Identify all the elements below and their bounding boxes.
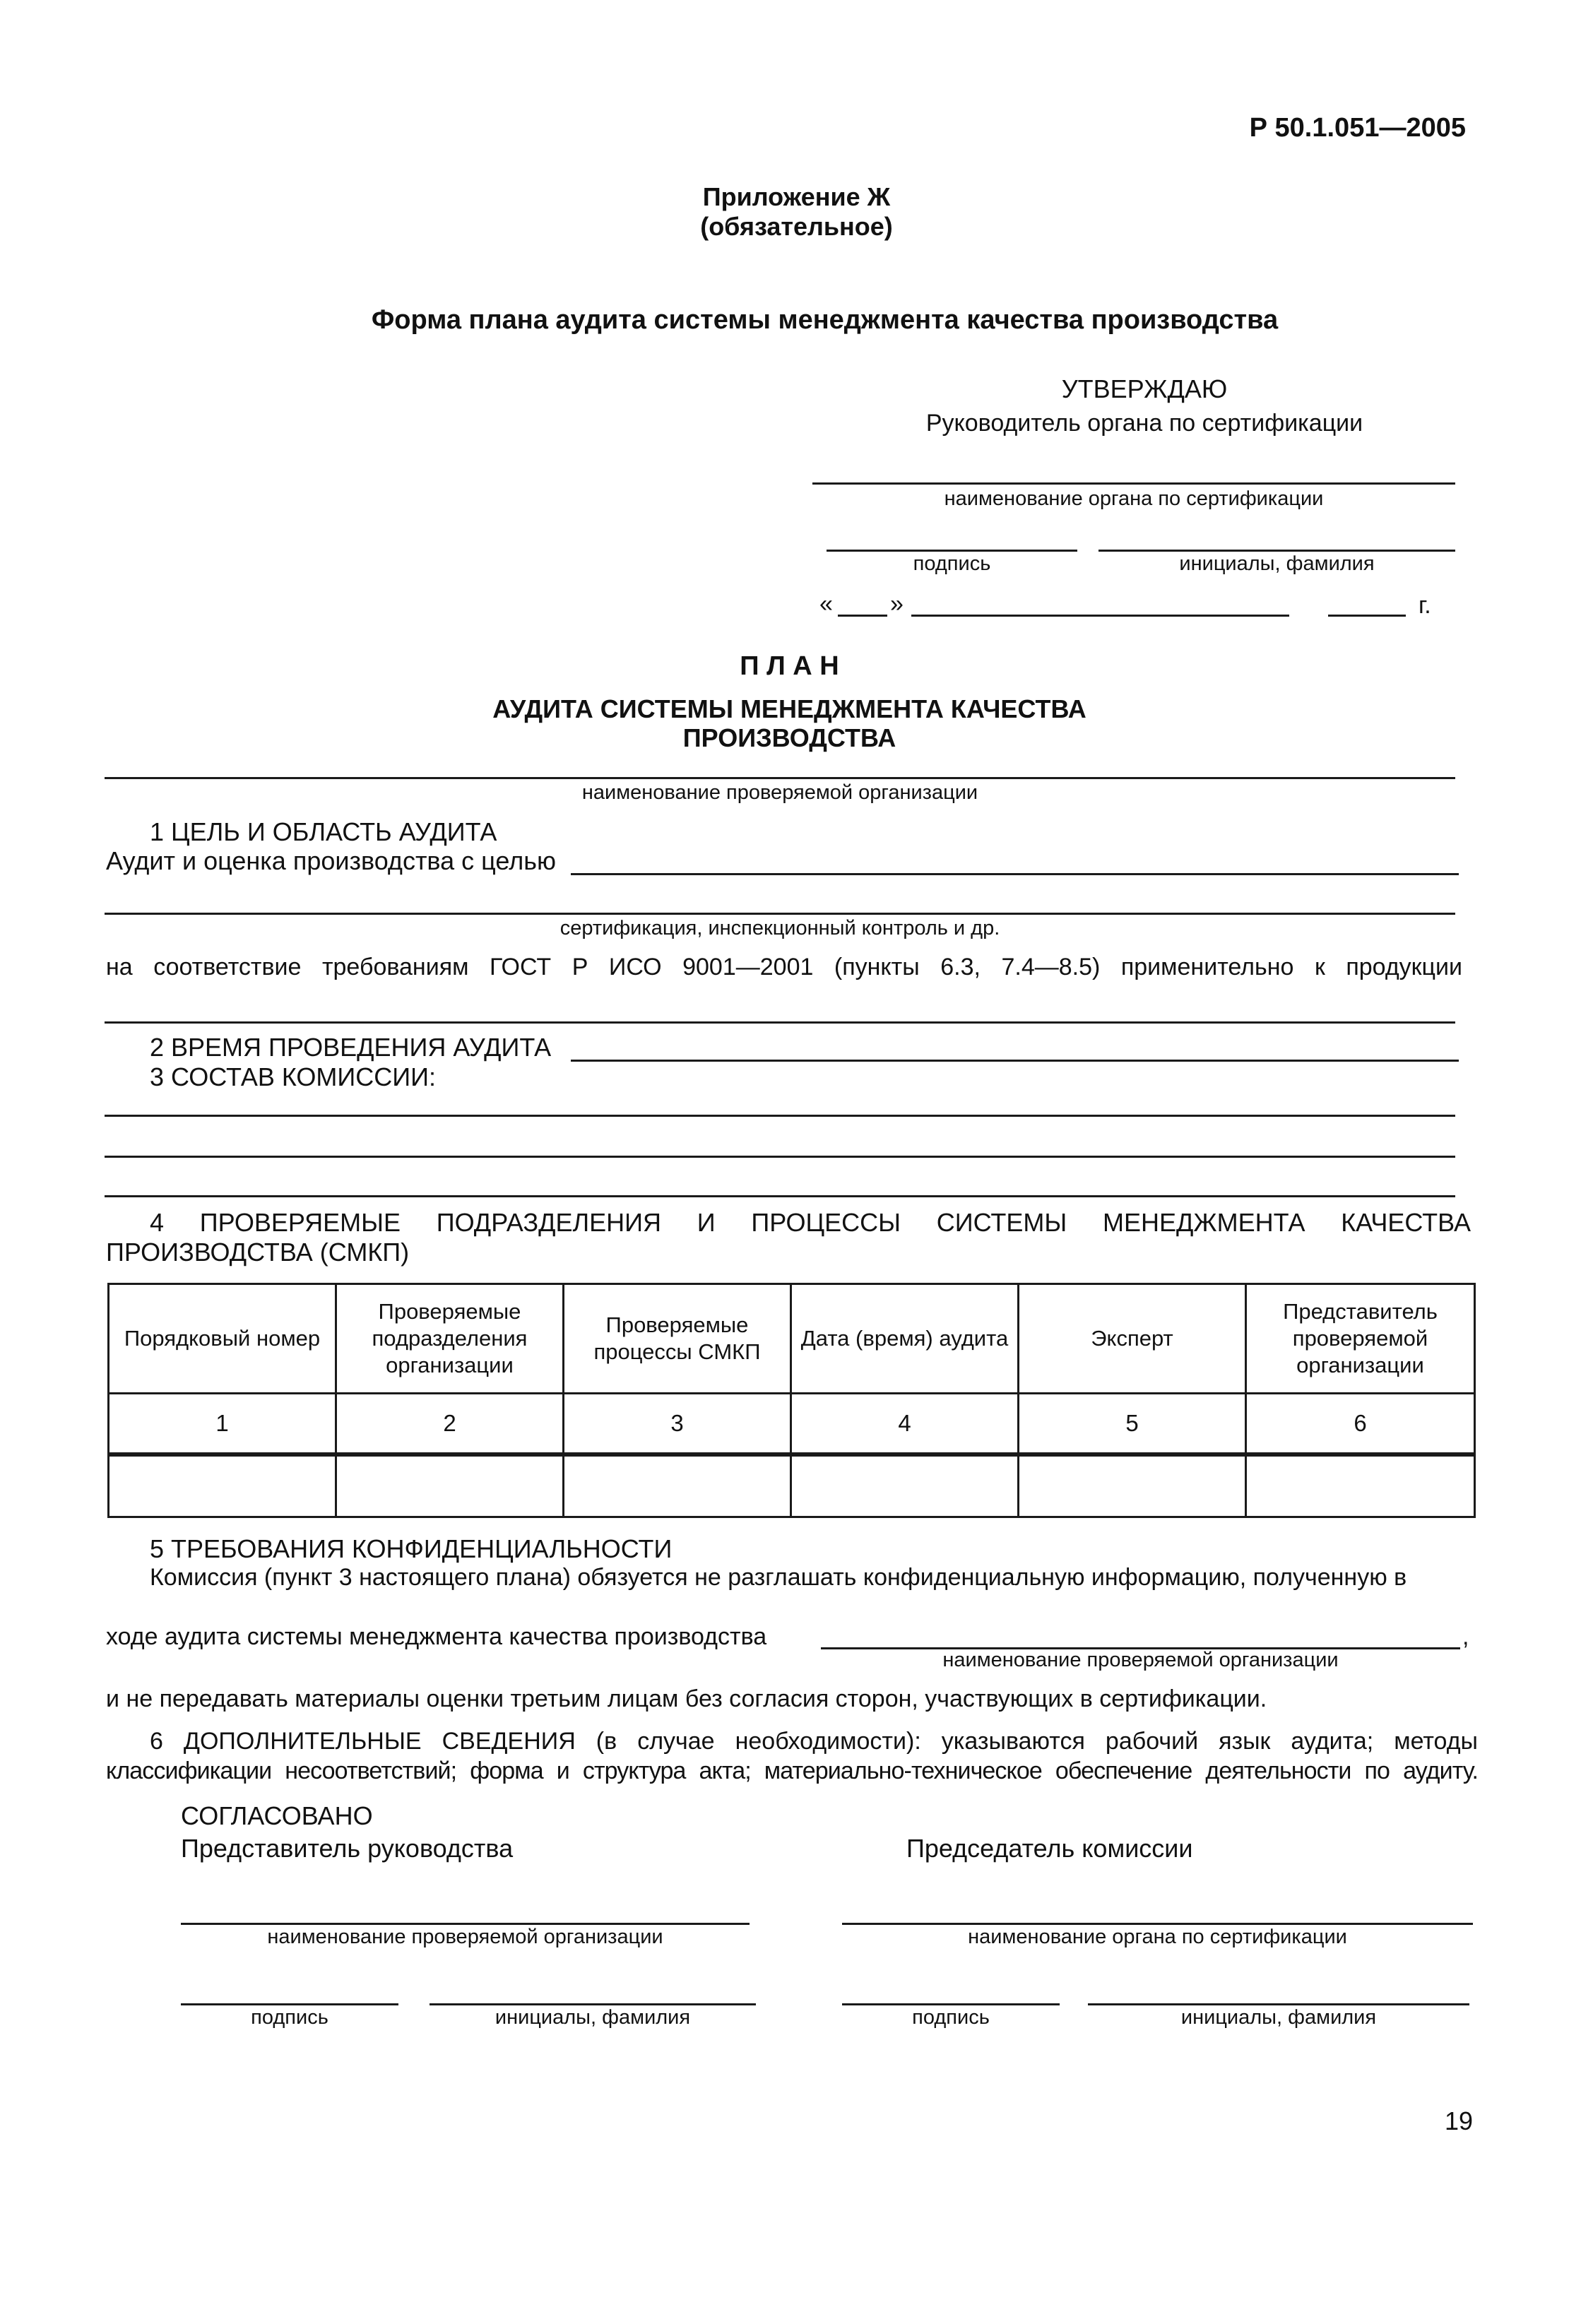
- audit-purpose-field-2[interactable]: [105, 913, 1455, 915]
- section1-heading: 1 ЦЕЛЬ И ОБЛАСТЬ АУДИТА: [150, 817, 497, 846]
- header-cell: Порядковый номер: [109, 1284, 336, 1394]
- right-organization-caption: наименование органа по сертификации: [968, 1926, 1347, 1948]
- compliance-text: на соответствие требованиям ГОСТ Р ИСО 9001—2001 (пункты 6.3, 7.4—8.5) применительно к продукции: [106, 954, 1462, 980]
- date-quote-open: «: [819, 591, 833, 617]
- plan-subtitle-line1: АУДИТА СИСТЕМЫ МЕНЕДЖМЕНТА КАЧЕСТВА: [492, 694, 1086, 723]
- management-representative-title: Представитель руководства: [181, 1834, 514, 1863]
- approver-signature-field[interactable]: [827, 550, 1077, 552]
- right-signature-field[interactable]: [842, 2003, 1060, 2005]
- column-number-cell: 5: [1019, 1394, 1246, 1455]
- left-signature-field[interactable]: [181, 2003, 398, 2005]
- year-suffix: г.: [1419, 592, 1431, 619]
- column-number-cell: 6: [1246, 1394, 1475, 1455]
- commission-chairman-title: Председатель комиссии: [906, 1834, 1193, 1863]
- header-cell: Дата (время) аудита: [791, 1284, 1019, 1394]
- header-cell: Представитель проверяемой организации: [1246, 1284, 1475, 1394]
- table-input-cell[interactable]: [336, 1454, 564, 1517]
- confidentiality-text-3: и не передавать материалы оценки третьим лицам без согласия сторон, участвующих в сертификации.: [106, 1685, 1267, 1712]
- approver-initials-caption: инициалы, фамилия: [1179, 552, 1375, 575]
- appendix-status: (обязательное): [700, 212, 893, 241]
- approve-label: УТВЕРЖДАЮ: [1061, 374, 1228, 403]
- table-row: [109, 1454, 1475, 1517]
- confidentiality-comma: ,: [1462, 1623, 1469, 1650]
- right-initials-caption: инициалы, фамилия: [1180, 2006, 1377, 2029]
- left-initials-field[interactable]: [430, 2003, 756, 2005]
- column-number-row: [109, 1394, 1475, 1455]
- table-input-cell[interactable]: [791, 1454, 1019, 1517]
- certification-body-caption: наименование органа по сертификации: [944, 487, 1324, 510]
- date-year-field[interactable]: [1328, 615, 1406, 617]
- left-initials-caption: инициалы, фамилия: [495, 2006, 691, 2029]
- plan-subtitle-line2: ПРОИЗВОДСТВА: [682, 723, 896, 752]
- header-cell: Проверяемые процессы СМКП: [564, 1284, 791, 1394]
- agreed-label: СОГЛАСОВАНО: [181, 1801, 373, 1830]
- appendix-title: Приложение Ж: [702, 182, 891, 211]
- approver-position: Руководитель органа по сертификации: [925, 410, 1363, 437]
- product-field[interactable]: [105, 1021, 1455, 1024]
- section6-line2: классификации несоответствий; форма и структура акта; материально-техническое обеспечение деятельности по аудиту.: [106, 1757, 1478, 1784]
- table-input-cell[interactable]: [1019, 1454, 1246, 1517]
- confidentiality-text-1: Комиссия (пункт 3 настоящего плана) обязуется не разглашать конфиденциальную информацию, полученную в: [150, 1564, 1407, 1591]
- left-signature-caption: подпись: [251, 2006, 328, 2029]
- table-header-row: [109, 1284, 1475, 1394]
- page-number: 19: [1444, 2106, 1473, 2135]
- table-input-cell[interactable]: [1246, 1454, 1475, 1517]
- date-month-field[interactable]: [911, 615, 1289, 617]
- audit-units-table: [107, 1283, 1476, 1518]
- section5-heading: 5 ТРЕБОВАНИЯ КОНФИДЕНЦИАЛЬНОСТИ: [150, 1534, 673, 1563]
- approver-initials-field[interactable]: [1098, 550, 1455, 552]
- table-input-cell[interactable]: [564, 1454, 791, 1517]
- column-number-cell: 1: [109, 1394, 336, 1455]
- section6-line1: 6 ДОПОЛНИТЕЛЬНЫЕ СВЕДЕНИЯ (в случае необходимости): указываются рабочий язык аудита; методы: [150, 1728, 1478, 1755]
- commission-line-2[interactable]: [105, 1156, 1455, 1158]
- approver-signature-caption: подпись: [913, 552, 991, 575]
- section4-heading-line1: 4 ПРОВЕРЯЕМЫЕ ПОДРАЗДЕЛЕНИЯ И ПРОЦЕССЫ СИСТЕМЫ МЕНЕДЖМЕНТА КАЧЕСТВА: [150, 1208, 1471, 1237]
- audit-purpose-field[interactable]: [571, 873, 1459, 875]
- audited-organization-caption: наименование проверяемой организации: [581, 781, 978, 804]
- confidentiality-org-caption: наименование проверяемой организации: [942, 1649, 1339, 1671]
- plan-title: П Л А Н: [740, 651, 839, 681]
- audited-organization-field[interactable]: [105, 777, 1455, 779]
- date-day-field[interactable]: [838, 615, 887, 617]
- certification-body-name-field[interactable]: [812, 482, 1455, 485]
- section4-heading-line2: ПРОИЗВОДСТВА (СМКП): [106, 1238, 410, 1267]
- date-quote-close: »: [890, 591, 904, 617]
- right-organization-field[interactable]: [842, 1923, 1473, 1925]
- section2-heading: 2 ВРЕМЯ ПРОВЕДЕНИЯ АУДИТА: [150, 1033, 552, 1062]
- column-number-cell: 4: [791, 1394, 1019, 1455]
- commission-line-1[interactable]: [105, 1115, 1455, 1117]
- right-signature-caption: подпись: [912, 2006, 990, 2029]
- left-organization-caption: наименование проверяемой организации: [267, 1926, 663, 1948]
- audit-purpose-caption: сертификация, инспекционный контроль и др.: [559, 917, 1000, 939]
- left-organization-field[interactable]: [181, 1923, 750, 1925]
- form-title: Форма плана аудита системы менеджмента качества производства: [371, 305, 1279, 335]
- audit-purpose-label: Аудит и оценка производства с целью: [106, 846, 556, 875]
- commission-line-3[interactable]: [105, 1195, 1455, 1197]
- header-cell: Эксперт: [1019, 1284, 1246, 1394]
- header-cell: Проверяемые подразделения организации: [336, 1284, 564, 1394]
- table-input-cell[interactable]: [109, 1454, 336, 1517]
- document-code: Р 50.1.051—2005: [1249, 113, 1466, 143]
- audit-time-field[interactable]: [571, 1060, 1459, 1062]
- right-initials-field[interactable]: [1088, 2003, 1469, 2005]
- confidentiality-text-2: ходе аудита системы менеджмента качества производства: [106, 1623, 767, 1650]
- section3-heading: 3 СОСТАВ КОМИССИИ:: [150, 1062, 437, 1091]
- column-number-cell: 2: [336, 1394, 564, 1455]
- column-number-cell: 3: [564, 1394, 791, 1455]
